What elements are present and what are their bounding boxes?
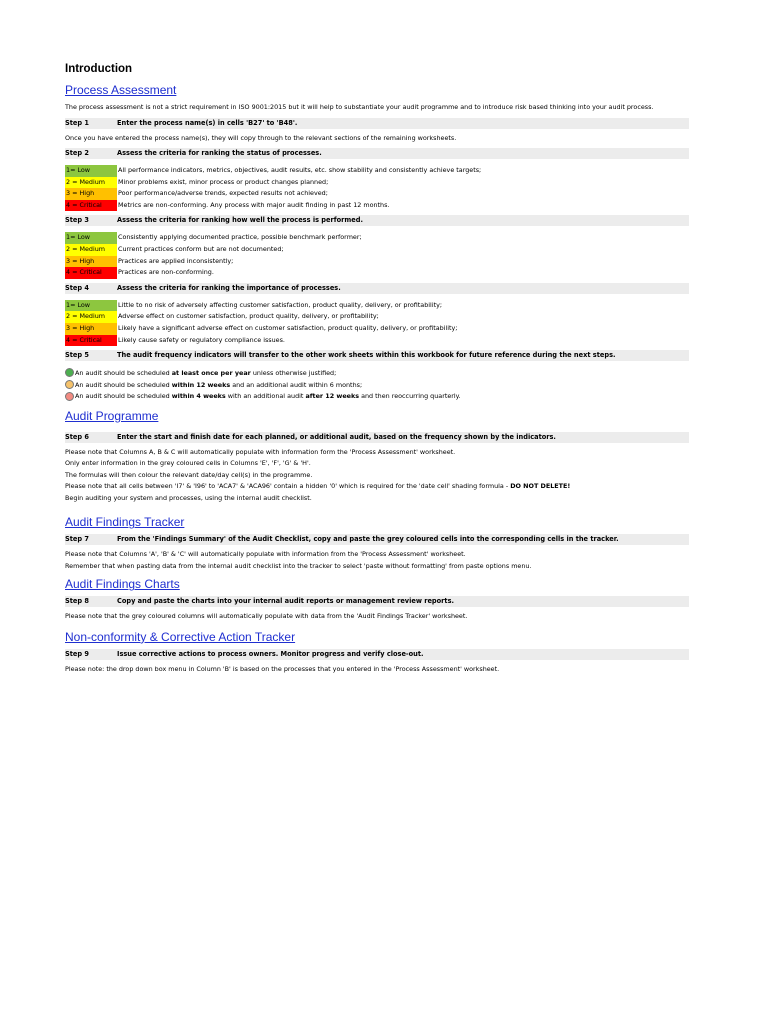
- level-description: Practices are non-conforming.: [118, 268, 214, 277]
- level-low-cell: 1= Low: [65, 165, 117, 177]
- level-description: Metrics are non-conforming. Any process with major audit finding in past 12 months.: [118, 200, 390, 209]
- step-instruction: Copy and paste the charts into your internal audit reports or management review reports.: [117, 597, 455, 606]
- level-medium-cell: 2 = Medium: [65, 244, 117, 256]
- step-number: Step 4: [65, 283, 89, 292]
- level-high-cell: 3 = High: [65, 323, 117, 335]
- level-description: Practices are applied inconsistently;: [118, 256, 234, 265]
- table-row: [65, 232, 689, 244]
- step-number: Step 1: [65, 118, 89, 127]
- red-circle-icon: [65, 392, 74, 401]
- table-row: [65, 200, 689, 212]
- indicator-red-row: [65, 390, 689, 402]
- table-row: [65, 177, 689, 189]
- step-9-row: [65, 649, 689, 660]
- step-6-row: [65, 432, 689, 443]
- step-4-row: [65, 283, 689, 294]
- green-check-icon: [65, 368, 74, 377]
- level-description: Likely have a significant adverse effect on customer satisfaction, product quality, delivery, or profitability;: [118, 323, 458, 332]
- level-medium-cell: 2 = Medium: [65, 311, 117, 323]
- level-low-cell: 1= Low: [65, 300, 117, 312]
- level-high-cell: 3 = High: [65, 256, 117, 268]
- level-description: Poor performance/adverse trends, expected results not achieved;: [118, 189, 328, 198]
- indicator-text: An audit should be scheduled within 12 weeks and an additional audit within 6 months;: [75, 380, 363, 389]
- indicator-amber-row: [65, 379, 689, 391]
- step-number: Step 6: [65, 432, 89, 441]
- level-medium-cell: 2 = Medium: [65, 177, 117, 189]
- link-audit-findings-tracker[interactable]: Audit Findings Tracker: [65, 515, 185, 530]
- audit-programme-note: Only enter information in the grey coloured cells in Columns 'E', 'F', 'G' & 'H'.: [65, 459, 311, 468]
- document-page: [65, 62, 689, 675]
- step-2-row: [65, 148, 689, 159]
- link-process-assessment[interactable]: Process Assessment: [65, 83, 177, 97]
- level-high-cell: 3 = High: [65, 188, 117, 200]
- importance-ranking-table: [65, 300, 689, 346]
- level-description: Little to no risk of adversely affecting customer satisfaction, product quality, delivery, or profitability;: [118, 300, 443, 309]
- table-row: [65, 188, 689, 200]
- table-row: [65, 267, 689, 279]
- step-instruction: From the 'Findings Summary' of the Audit Checklist, copy and paste the grey coloured cells into the corresponding cells in the tracker.: [117, 535, 619, 544]
- step-instruction: Assess the criteria for ranking how well the process is performed.: [117, 216, 363, 225]
- table-row: [65, 335, 689, 347]
- step-instruction: Assess the criteria for ranking the status of processes.: [117, 149, 322, 157]
- level-description: Consistently applying documented practice, possible benchmark performer;: [118, 233, 362, 242]
- level-description: Adverse effect on customer satisfaction, product quality, delivery, or profitability;: [118, 312, 379, 321]
- step-number: Step 3: [65, 216, 89, 225]
- level-critical-cell: 4 = Critical: [65, 200, 117, 212]
- step-instruction: Assess the criteria for ranking the importance of processes.: [117, 283, 341, 292]
- findings-charts-note: Please note that the grey coloured columns will automatically populate with data from the 'Audit Findings Tracker' worksheet.: [65, 612, 468, 621]
- process-assessment-intro: The process assessment is not a strict requirement in ISO 9001:2015 but it will help to substantiate your audit programme and to introduce risk based thinking into your audit process.: [65, 103, 654, 111]
- step-3-row: [65, 215, 689, 226]
- step-number: Step 5: [65, 351, 89, 360]
- table-row: [65, 300, 689, 312]
- table-row: [65, 256, 689, 268]
- link-audit-programme[interactable]: Audit Programme: [65, 408, 159, 423]
- table-row: [65, 311, 689, 323]
- indicator-green-row: [65, 367, 689, 379]
- step-5-row: [65, 350, 689, 361]
- audit-programme-note: Please note that Columns A, B & C will automatically populate with information form the 'Process Assessment' worksheet.: [65, 447, 456, 456]
- page-title: Introduction: [65, 63, 133, 75]
- table-row: [65, 244, 689, 256]
- level-critical-cell: 4 = Critical: [65, 335, 117, 347]
- status-ranking-table: [65, 165, 689, 211]
- step-number: Step 8: [65, 597, 89, 606]
- audit-programme-note: The formulas will then colour the relevant date/day cell(s) in the programme.: [65, 470, 313, 479]
- level-description: Current practices conform but are not documented;: [118, 244, 284, 253]
- step-instruction: The audit frequency indicators will transfer to the other work sheets within this workbook for future reference during the next steps.: [117, 351, 616, 360]
- step-number: Step 7: [65, 535, 89, 544]
- performance-ranking-table: [65, 232, 689, 278]
- step-instruction: Enter the process name(s) in cells 'B27' to 'B48'.: [117, 118, 298, 127]
- table-row: [65, 323, 689, 335]
- level-description: All performance indicators, metrics, objectives, audit results, etc. show stability and consistently achieve targets;: [118, 166, 482, 174]
- step-number: Step 9: [65, 649, 89, 658]
- findings-tracker-note: Remember that when pasting data from the internal audit checklist into the tracker to select 'paste without formatting' from paste options menu.: [65, 561, 532, 570]
- table-row: [65, 165, 689, 177]
- step-8-row: [65, 596, 689, 607]
- step-7-row: [65, 534, 689, 545]
- indicator-text: An audit should be scheduled at least once per year unless otherwise justified;: [75, 368, 337, 377]
- step-1-note: Once you have entered the process name(s), they will copy through to the relevant sections of the remaining worksheets.: [65, 133, 457, 142]
- findings-tracker-note: Please note that Columns 'A', 'B' & 'C' will automatically populate with information from the 'Process Assessment' worksheet.: [65, 550, 466, 559]
- link-audit-findings-charts[interactable]: Audit Findings Charts: [65, 577, 180, 592]
- amber-circle-icon: [65, 380, 74, 389]
- level-description: Minor problems exist, minor process or product changes planned;: [118, 177, 329, 186]
- step-instruction: Issue corrective actions to process owners. Monitor progress and verify close-out.: [117, 649, 424, 658]
- step-number: Step 2: [65, 149, 89, 157]
- indicator-text: An audit should be scheduled within 4 weeks with an additional audit after 12 weeks and then reoccurring quarterly.: [75, 392, 461, 401]
- audit-programme-note: Begin auditing your system and processes, using the internal audit checklist.: [65, 493, 312, 502]
- level-critical-cell: 4 = Critical: [65, 267, 117, 279]
- audit-programme-note: Please note that all cells between 'I7' & 'I96' to 'ACA7' & 'ACA96' contain a hidden '0' which is required for the 'date cell' shading formula - DO NOT DELETE!: [65, 482, 571, 491]
- step-instruction: Enter the start and finish date for each planned, or additional audit, based on the frequency shown by the indicators.: [117, 432, 556, 441]
- level-low-cell: 1= Low: [65, 232, 117, 244]
- level-description: Likely cause safety or regulatory compliance issues.: [118, 335, 285, 344]
- link-nc-corrective-action-tracker[interactable]: Non-conformity & Corrective Action Tracker: [65, 629, 296, 644]
- nc-tracker-note: Please note: the drop down box menu in Column 'B' is based on the processes that you entered in the 'Process Assessment' worksheet.: [65, 664, 500, 673]
- step-1-row: [65, 118, 689, 129]
